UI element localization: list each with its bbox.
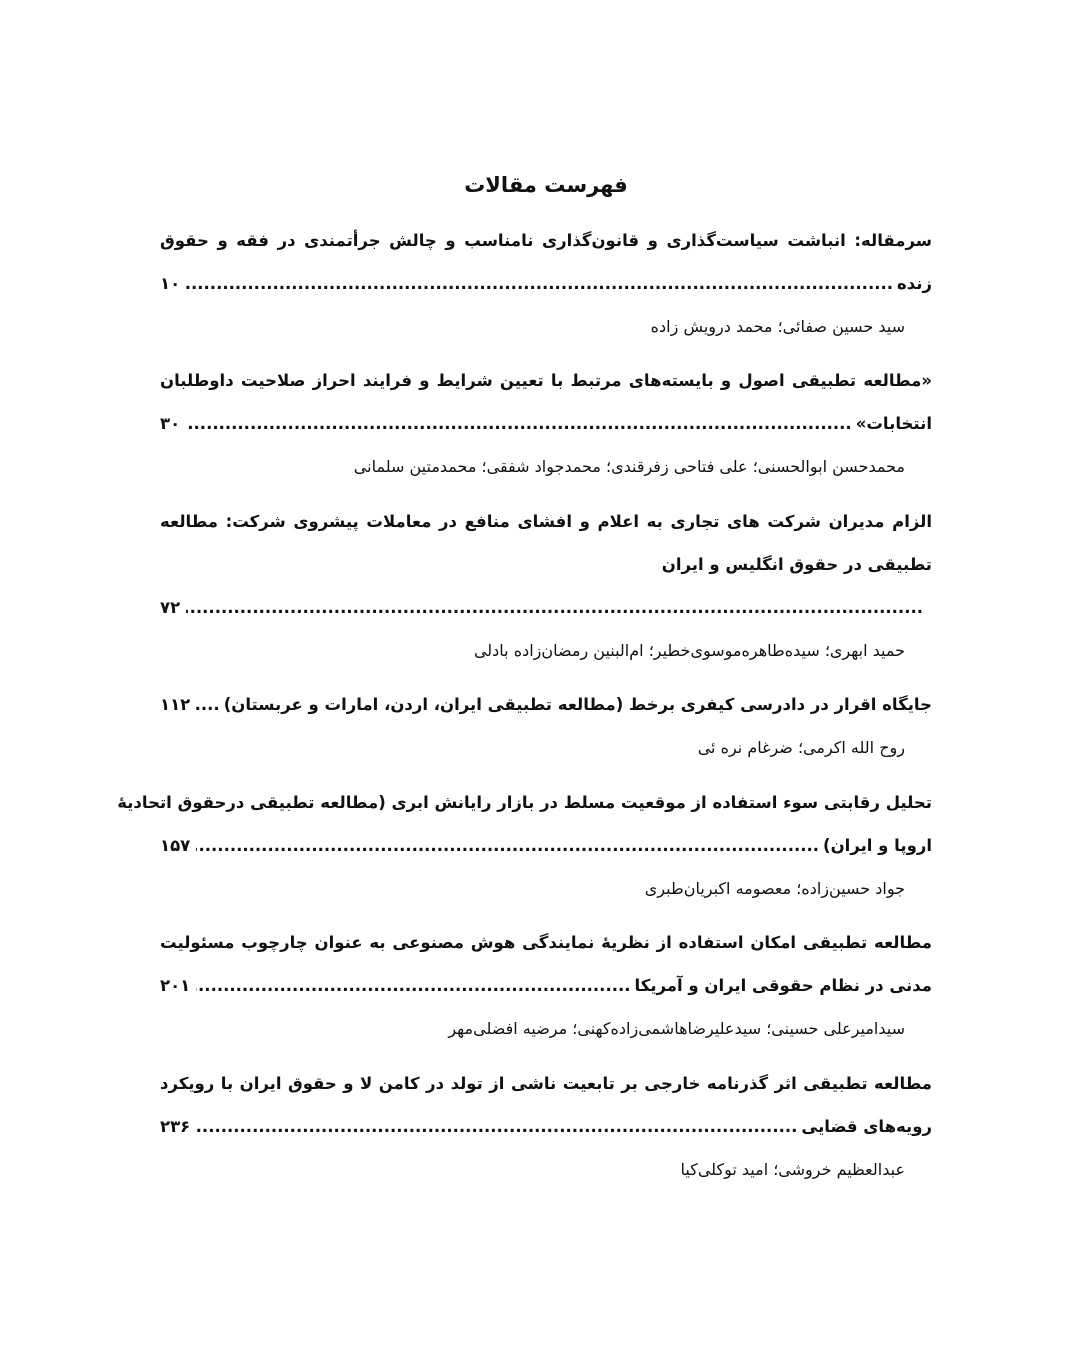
- entry-title-line: مدنی در نظام حقوقی ایران و آمریکا: [634, 976, 932, 995]
- entry-title-line: «مطالعه تطبیقی اصول و بایسته‌های مرتبط با تعیین شرایط و فرایند احراز صلاحیت داوطلبان: [160, 371, 932, 390]
- entry-title-line: سرمقاله: انباشت سیاست‌گذاری و قانون‌گذاری نامناسب و چالش جرأتمندی در فقه و حقوق: [160, 230, 932, 250]
- entry-title-line: جایگاه اقرار در دادرسی کیفری برخط (مطالعه تطبیقی ایران، اردن، امارات و عربستان): [223, 695, 932, 714]
- page-number: ۲۰۱: [160, 976, 191, 995]
- dot-leader: [196, 824, 819, 867]
- table-of-contents: [117, 164, 932, 1203]
- dot-leader: [196, 683, 219, 726]
- page-number: ۱۵۷: [160, 835, 191, 855]
- entry-title-line: اروپا و ایران): [823, 835, 932, 855]
- entry-title-last-line: [160, 964, 932, 1007]
- dot-leader: [196, 1105, 797, 1148]
- page-number: ۷۲: [160, 597, 181, 617]
- dot-leader: [186, 402, 852, 445]
- page-number: ۲۳۶: [160, 1116, 191, 1136]
- page-number: ۱۰: [160, 273, 181, 293]
- page-title: فهرست مقالات: [464, 172, 628, 197]
- entry-title-line: انتخابات»: [855, 414, 932, 433]
- entry-page-line: [160, 586, 932, 629]
- toc-entry: [160, 500, 932, 672]
- entry-title-line: تطبیقی در حقوق انگلیس و ایران: [661, 554, 932, 574]
- entry-title-last-line: [160, 683, 932, 726]
- entry-authors: سید حسین صفائی؛ محمد درویش زاده: [650, 316, 905, 336]
- toc-entry: [160, 359, 932, 488]
- dot-leader: [186, 586, 923, 629]
- entry-authors: سیدامیرعلی حسینی؛ سیدعلیرضاهاشمی‌زاده‌کهنی؛ مرضیه افضلی‌مهر: [448, 1019, 905, 1038]
- entry-title-last-line: [160, 824, 932, 867]
- entry-title-line: زنده: [897, 273, 932, 293]
- entry-authors: محمدحسن ابوالحسنی؛ علی فتاحی زفرقندی؛ محمدجواد شفقی؛ محمدمتین سلمانی: [353, 457, 905, 476]
- page-number: ۱۱۲: [160, 695, 191, 714]
- entry-title-last-line: [160, 402, 932, 445]
- entry-title-last-line: [160, 1105, 932, 1148]
- toc-entry: [160, 1062, 932, 1191]
- dot-leader: [196, 964, 630, 1007]
- entry-title-line: الزام مدیران شرکت های تجاری به اعلام و افشای منافع در معاملات پیشروی شرکت: مطالعه: [160, 511, 932, 531]
- entry-authors: حمید ابهری؛ سیده‌طاهره‌موسوی‌خطیر؛ ام‌البنین رمضان‌زاده بادلی: [473, 640, 905, 660]
- entry-authors: عبدالعظیم خروشی؛ امید توکلی‌کیا: [680, 1159, 905, 1179]
- toc-entry: [117, 781, 932, 910]
- dot-leader: [186, 262, 893, 305]
- toc-entry: [160, 219, 932, 348]
- toc-entry: [160, 921, 932, 1050]
- page-number: ۳۰: [160, 414, 181, 433]
- entry-title-line: مطالعه تطبیقی اثر گذرنامه خارجی بر تابعیت ناشی از تولد در کامن لا و حقوق ایران با رویکرد: [160, 1073, 932, 1093]
- entry-title-line: رویه‌های قضایی: [801, 1116, 932, 1136]
- entry-title-line: تحلیل رقابتی سوء استفاده از موقعیت مسلط در بازار رایانش ابری (مطالعه تطبیقی درحقوق اتحادیهٔ: [117, 792, 932, 812]
- entry-title-last-line: [160, 262, 932, 305]
- entry-authors: روح الله اکرمی؛ ضرغام نره ئی: [697, 738, 905, 757]
- entry-title-line: مطالعه تطبیقی امکان استفاده از نظریهٔ نمایندگی هوش مصنوعی به عنوان چارچوب مسئولیت: [160, 933, 932, 952]
- entry-authors: جواد حسین‌زاده؛ معصومه اکبریان‌طبری: [644, 878, 905, 898]
- toc-entry: [160, 683, 932, 769]
